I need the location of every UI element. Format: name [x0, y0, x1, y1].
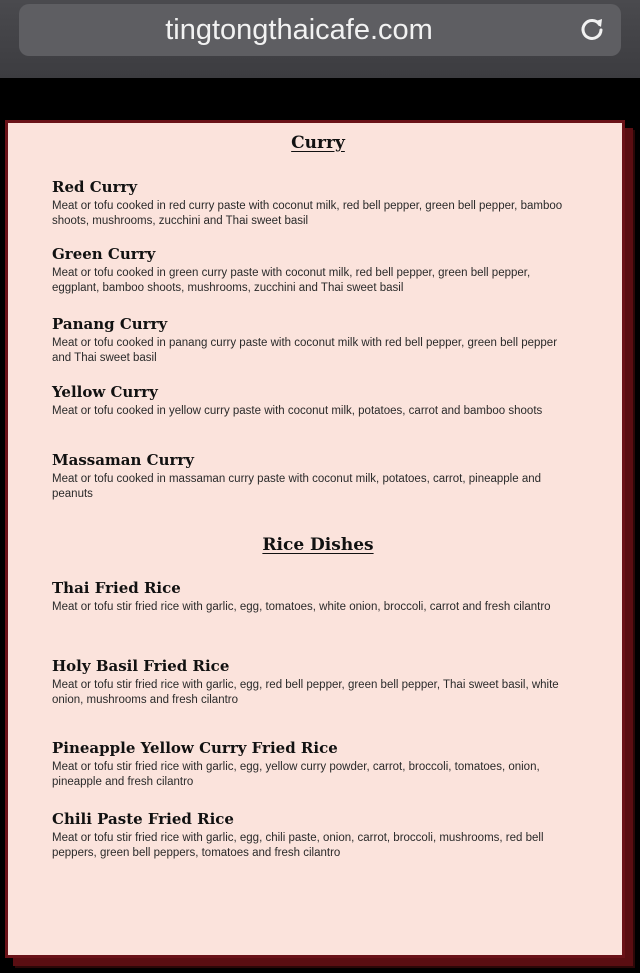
menu-item-description: Meat or tofu cooked in yellow curry paste with coconut milk, potatoes, carrot and bamboo shoots: [52, 405, 543, 417]
menu-item-name: Panang Curry: [52, 315, 168, 333]
menu-item-name: Green Curry: [52, 245, 156, 263]
menu-item: [52, 451, 572, 502]
menu-item: [52, 315, 572, 366]
section-title-curry: Curry: [291, 133, 345, 153]
address-bar[interactable]: [19, 4, 621, 56]
menu-item: [52, 178, 572, 229]
menu-item: [52, 739, 572, 790]
menu-item: [52, 383, 572, 419]
menu-item-name: Thai Fried Rice: [52, 579, 181, 597]
url-text[interactable]: tingtongthaicafe.com: [165, 14, 433, 46]
browser-toolbar: [0, 0, 640, 78]
menu-item-description: Meat or tofu cooked in massaman curry paste with coconut milk, potatoes, carrot, pineapple and peanuts: [52, 473, 542, 500]
menu-item-name: Massaman Curry: [52, 451, 195, 469]
menu-item-name: Chili Paste Fried Rice: [52, 810, 234, 828]
reload-icon[interactable]: [577, 15, 607, 45]
menu-item-name: Holy Basil Fried Rice: [52, 657, 230, 675]
menu-item-description: Meat or tofu stir fried rice with garlic, egg, tomatoes, white onion, broccoli, carrot and fresh cilantro: [52, 601, 551, 613]
menu-item-name: Red Curry: [52, 178, 138, 196]
menu-item-name: Yellow Curry: [52, 383, 158, 401]
menu-item: [52, 245, 572, 296]
menu-item: [52, 657, 572, 708]
menu-item-description: Meat or tofu cooked in green curry paste with coconut milk, red bell pepper, green bell pepper, eggplant, bamboo shoots, mushrooms, zucchini and Thai sweet basil: [52, 267, 531, 294]
menu-item-description: Meat or tofu cooked in red curry paste with coconut milk, red bell pepper, green bell pepper, bamboo shoots, mushrooms, zucchini and Thai sweet basil: [52, 200, 563, 227]
menu-item: [52, 810, 572, 861]
menu-item-description: Meat or tofu stir fried rice with garlic, egg, chili paste, onion, carrot, broccoli, mushrooms, red bell peppers, green bell peppers, tomatoes and fresh cilantro: [52, 832, 544, 859]
menu-image-frame: [0, 116, 640, 973]
section-title-rice-dishes: Rice Dishes: [262, 535, 374, 555]
menu-item-description: Meat or tofu stir fried rice with garlic, egg, yellow curry powder, carrot, broccoli, tomatoes, onion, pineapple and fresh cilantro: [52, 761, 540, 788]
menu-page: [5, 120, 625, 958]
menu-item-description: Meat or tofu cooked in panang curry paste with coconut milk with red bell pepper, green bell pepper and Thai sweet basil: [52, 337, 558, 364]
menu-item-name: Pineapple Yellow Curry Fried Rice: [52, 739, 338, 757]
page-top-band: [0, 78, 640, 116]
menu-item: [52, 579, 572, 615]
menu-item-description: Meat or tofu stir fried rice with garlic, egg, red bell pepper, green bell pepper, Thai sweet basil, white onion, mushrooms and fresh cilantro: [52, 679, 559, 706]
